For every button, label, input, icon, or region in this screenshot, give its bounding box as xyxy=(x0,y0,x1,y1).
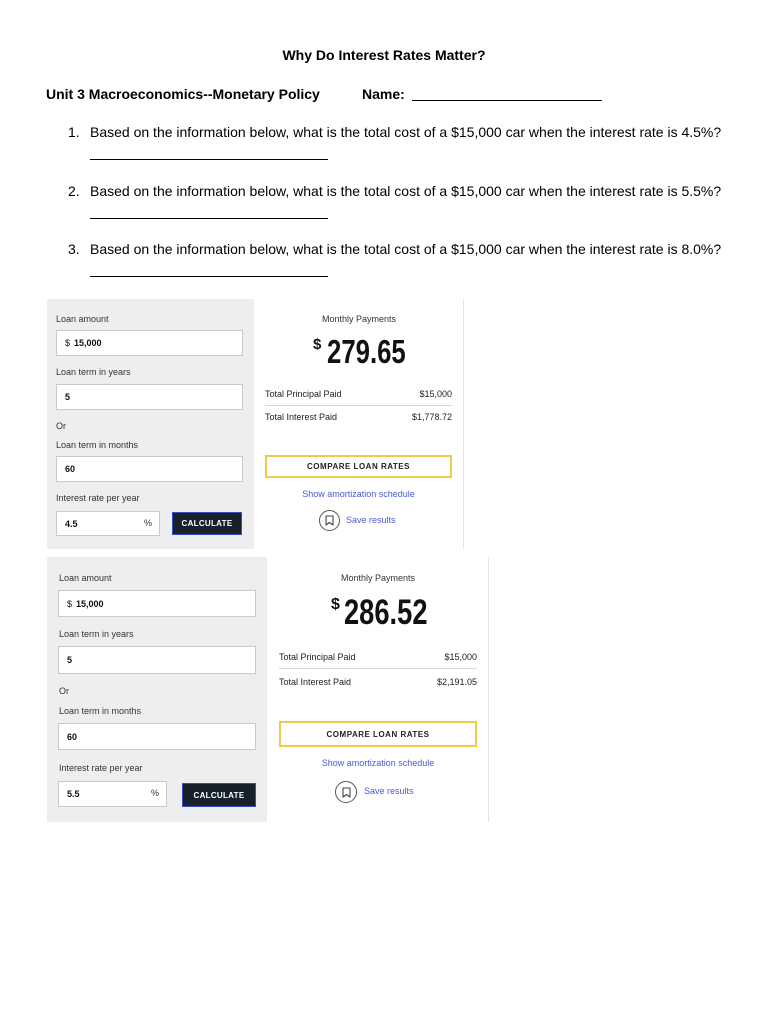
monthly-currency-symbol: $ xyxy=(313,336,322,353)
loan-term-months-value: 60 xyxy=(65,464,76,474)
row-divider xyxy=(265,405,452,406)
answer-blank-line[interactable] xyxy=(90,218,328,219)
question-number: 1. xyxy=(68,124,80,140)
loan-term-years-input[interactable] xyxy=(56,384,243,410)
loan-term-years-value: 5 xyxy=(65,392,71,402)
question-number: 2. xyxy=(68,183,80,199)
monthly-currency-symbol: $ xyxy=(331,596,340,613)
total-interest-label: Total Interest Paid xyxy=(265,412,338,422)
total-principal-value: $15,000 xyxy=(444,652,477,662)
name-label: Name: xyxy=(362,86,405,102)
loan-amount-input[interactable] xyxy=(56,330,243,356)
loan-term-years-input[interactable] xyxy=(58,646,256,674)
percent-sign: % xyxy=(144,518,153,528)
save-results-link[interactable]: Save results xyxy=(364,786,414,796)
loan-amount-input[interactable] xyxy=(58,590,256,617)
question-text: Based on the information below, what is the total cost of a $15,000 car when the interest rate is 8.0%? xyxy=(90,241,722,257)
total-principal-label: Total Principal Paid xyxy=(265,389,342,399)
row-divider xyxy=(279,668,477,669)
compare-loan-rates-button[interactable]: COMPARE LOAN RATES xyxy=(265,455,452,478)
total-interest-value: $1,778.72 xyxy=(411,412,452,422)
question-text: Based on the information below, what is the total cost of a $15,000 car when the interest rate is 4.5%? xyxy=(90,124,722,140)
unit-heading: Unit 3 Macroeconomics--Monetary Policy xyxy=(46,86,320,102)
total-interest-label: Total Interest Paid xyxy=(279,677,352,687)
show-amortization-link[interactable]: Show amortization schedule xyxy=(302,489,415,499)
answer-blank-line[interactable] xyxy=(90,159,328,160)
loan-amount-value: 15,000 xyxy=(76,598,104,609)
monthly-payment-amount: 279.65 xyxy=(327,333,406,370)
interest-rate-value: 4.5 xyxy=(65,518,78,529)
loan-amount-label: Loan amount xyxy=(59,573,112,583)
bookmark-icon[interactable] xyxy=(335,781,357,803)
or-label: Or xyxy=(56,421,66,431)
interest-rate-label: Interest rate per year xyxy=(56,493,140,503)
loan-term-months-input[interactable] xyxy=(58,723,256,750)
total-interest-value: $2,191.05 xyxy=(436,677,477,687)
interest-rate-label: Interest rate per year xyxy=(59,763,143,773)
loan-term-years-label: Loan term in years xyxy=(59,629,134,639)
total-principal-label: Total Principal Paid xyxy=(279,652,356,662)
calculator-divider-border xyxy=(488,557,489,822)
question-number: 3. xyxy=(68,241,80,257)
percent-sign: % xyxy=(151,788,160,798)
loan-amount-label: Loan amount xyxy=(56,314,109,324)
dollar-prefix: $ xyxy=(67,598,73,609)
calculate-button[interactable]: CALCULATE xyxy=(182,783,256,807)
total-principal-value: $15,000 xyxy=(419,389,452,399)
loan-term-months-value: 60 xyxy=(67,731,78,742)
or-label: Or xyxy=(59,686,69,696)
interest-rate-value: 5.5 xyxy=(67,789,80,799)
question-text: Based on the information below, what is the total cost of a $15,000 car when the interest rate is 5.5%? xyxy=(90,183,722,199)
loan-term-years-label: Loan term in years xyxy=(56,367,131,377)
monthly-payment-amount: 286.52 xyxy=(344,593,428,632)
monthly-payments-label: Monthly Payments xyxy=(340,573,416,583)
calculate-button[interactable]: CALCULATE xyxy=(172,512,242,535)
loan-calculator-1 xyxy=(47,299,464,549)
name-blank-line[interactable] xyxy=(412,100,602,101)
answer-blank-line[interactable] xyxy=(90,276,328,277)
loan-amount-value: 15,000 xyxy=(74,338,102,348)
loan-term-months-label: Loan term in months xyxy=(59,706,142,716)
loan-term-months-input[interactable] xyxy=(56,456,243,482)
loan-term-years-value: 5 xyxy=(67,655,73,665)
show-amortization-link[interactable]: Show amortization schedule xyxy=(321,758,435,768)
save-results-link[interactable]: Save results xyxy=(346,515,396,525)
bookmark-icon[interactable] xyxy=(319,510,340,531)
loan-term-months-label: Loan term in months xyxy=(56,440,139,450)
document-title: Why Do Interest Rates Matter? xyxy=(282,47,486,63)
loan-calculator-2 xyxy=(47,557,489,822)
monthly-payments-label: Monthly Payments xyxy=(321,314,397,324)
dollar-prefix: $ xyxy=(65,338,71,348)
calculator-divider-border xyxy=(463,299,464,549)
compare-loan-rates-button[interactable]: COMPARE LOAN RATES xyxy=(279,721,477,747)
